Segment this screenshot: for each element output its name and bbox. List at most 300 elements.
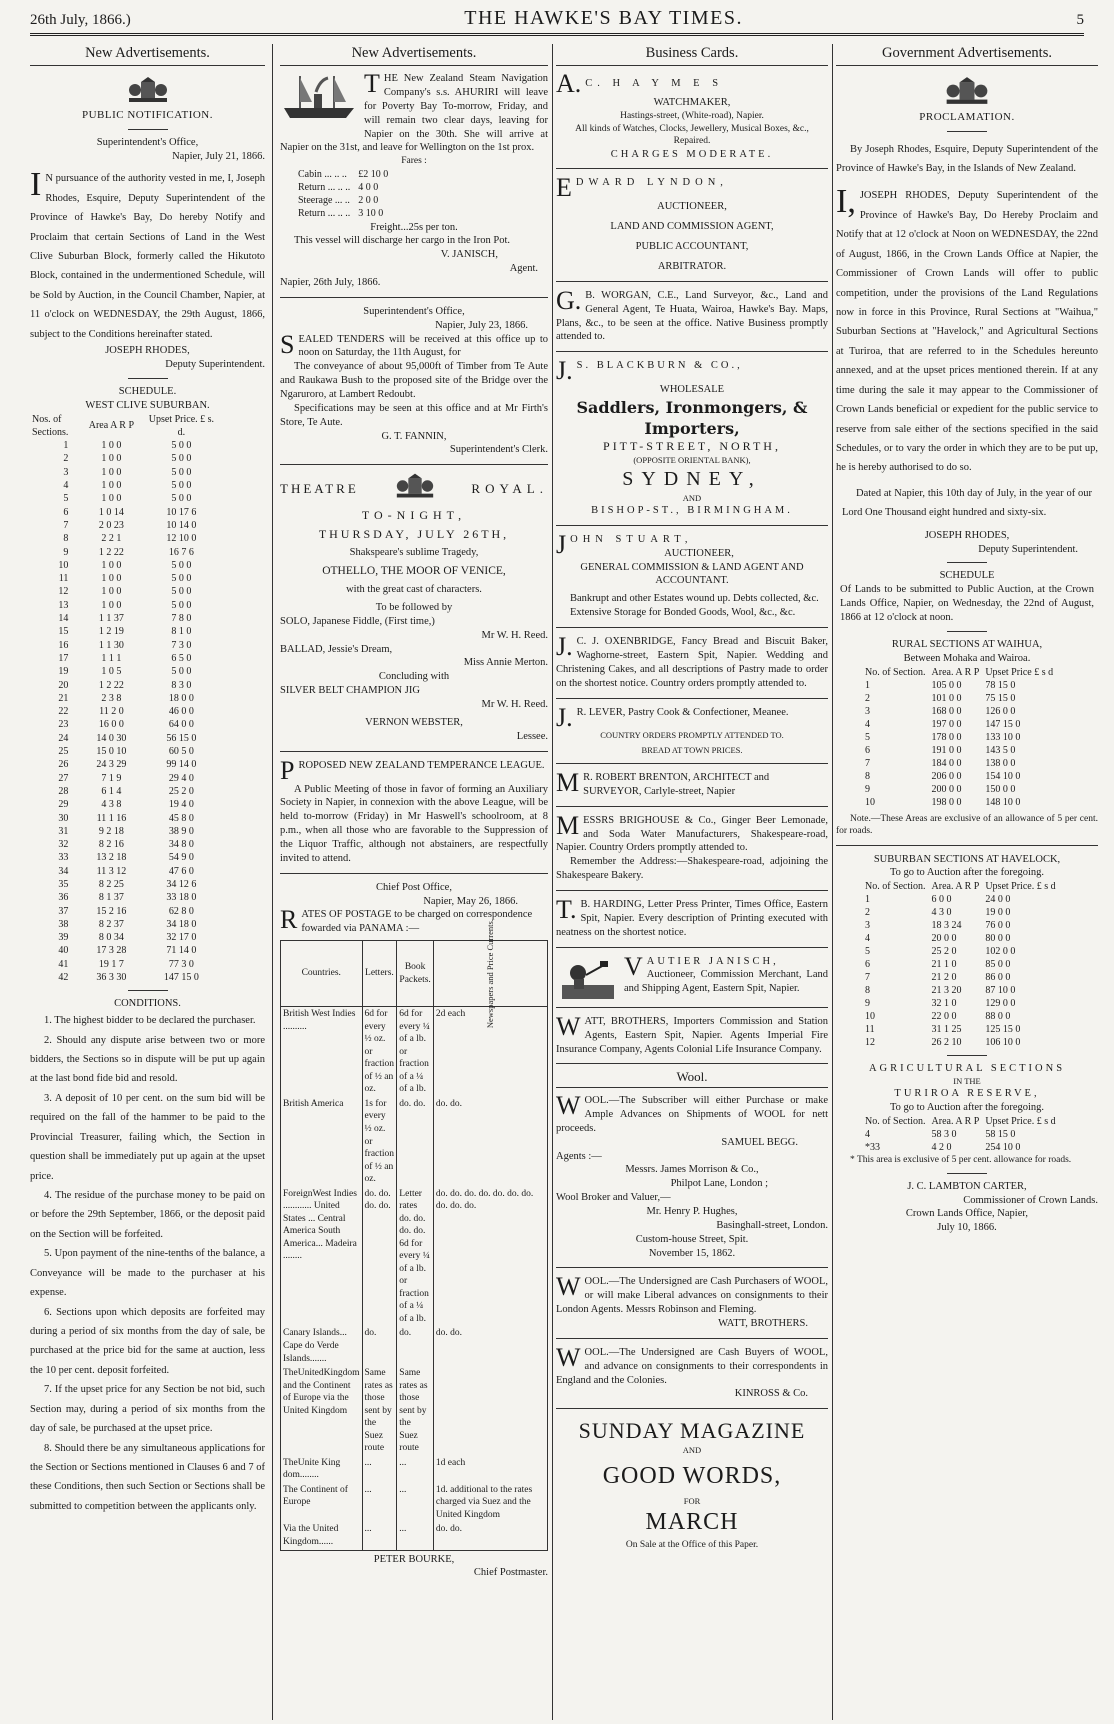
place-date: Napier, July 21, 1866. bbox=[172, 150, 265, 162]
table-cell: 200 0 0 bbox=[931, 783, 962, 795]
table-cell: Via the United Kingdom...... bbox=[283, 1524, 339, 1547]
drop-cap: I, bbox=[836, 183, 856, 221]
schedule-heading: SCHEDULE. bbox=[118, 385, 177, 397]
column-header: Government Advertisements. bbox=[836, 44, 1098, 66]
table-cell: do. do. bbox=[433, 1522, 547, 1550]
tender-specs: Specifications may be seen at this office and at Mr Firth's Store, Te Aute. bbox=[280, 402, 548, 428]
table-cell: 8 1 37 bbox=[98, 892, 124, 904]
lever-card: J. R. LEVER, Pastry Cook & Confectioner, Meanee. COUNTRY ORDERS PROMPTLY ATTENDED TO. BREAD AT TOWN PRICES. bbox=[556, 702, 789, 755]
table-cell: 4 3 0 bbox=[931, 907, 952, 919]
table-row bbox=[30, 492, 216, 505]
table-cell: 7 bbox=[865, 972, 870, 984]
temperance-title: PROPOSED NEW ZEALAND TEMPERANCE LEAGUE. bbox=[280, 755, 545, 785]
table-cell: 26 2 10 bbox=[931, 1037, 962, 1049]
table-row bbox=[862, 679, 1056, 692]
table-row bbox=[862, 757, 1056, 770]
table-cell: 25 bbox=[58, 746, 69, 758]
table-cell: 8 bbox=[865, 985, 870, 997]
table-row bbox=[30, 825, 216, 838]
fares-heading: Fares : bbox=[401, 156, 427, 167]
table-cell: 178 0 0 bbox=[931, 731, 962, 743]
table-row bbox=[30, 891, 216, 904]
drop-cap: V bbox=[624, 951, 643, 981]
table-row bbox=[30, 599, 216, 612]
agricultural-note: * This area is exclusive of 5 per cent. allowance for roads. bbox=[850, 1155, 1072, 1166]
table-cell: 5 0 0 bbox=[171, 573, 192, 585]
table-cell: 198 0 0 bbox=[931, 796, 962, 808]
table-cell: 10 bbox=[58, 559, 69, 571]
table-cell: The Continent of Europe bbox=[283, 1484, 348, 1508]
brighouse-address: Remember the Address:—Shakespeare-road, adjoining the Shakespeare Bakery. bbox=[556, 856, 828, 882]
table-row bbox=[294, 181, 392, 194]
table-cell: 147 15 0 bbox=[163, 972, 199, 984]
drop-cap: R bbox=[280, 905, 298, 935]
table-cell: 3 bbox=[63, 466, 69, 478]
freight-line: Freight...25s per ton. bbox=[370, 221, 458, 233]
table-cell: 4 3 8 bbox=[101, 799, 122, 811]
haymes-card: A. C. H A Y M E S WATCHMAKER, Hastings-street, (White-road), Napier. All kinds of Watches, Clocks, Jewellery, Musical Boxes, &c., Repaired. CHARGES MODERATE. bbox=[556, 69, 809, 160]
table-cell: 2 0 0 bbox=[358, 195, 379, 207]
table-header: Upset Price. £ s d bbox=[985, 1116, 1056, 1128]
table-header: Newspapers and Price Currents. bbox=[433, 941, 547, 1007]
watt-wool-notice: WOOL.—The Undersigned are Cash Purchasers of WOOL, or will make Liberal advances on consignments to their London Agents. Messrs Robinson and Fleming. bbox=[556, 1272, 828, 1316]
table-cell: ... bbox=[362, 1483, 397, 1523]
table-cell: Same rates as those sent by the Suez route bbox=[397, 1366, 434, 1456]
tender-office: Superintendent's Office, bbox=[363, 305, 465, 317]
table-cell: 4 bbox=[865, 718, 870, 730]
table-cell: 1 bbox=[865, 894, 870, 906]
drop-cap: G. bbox=[556, 285, 582, 315]
table-row bbox=[862, 893, 1059, 906]
kinross-wool-notice: WOOL.—The Undersigned are Cash Buyers of WOOL, and advance on consignments to their correspondents in England and the Colonies. bbox=[556, 1342, 828, 1386]
table-cell: Return ... .. .. bbox=[298, 182, 351, 193]
column-business-cards: Business Cards. A. C. H A Y M E S WATCHMAKER, Hastings-street, (White-road), Napier. All kinds of Watches, Clocks, Jewellery, Musical Boxes, &c., Repaired. CHARGES MODERATE. EDWARD LYNDON, AUCTIONEER, LAND AND COMMISSION AGENT, PUBLIC ACCOUNTANT, ARBITRATOR. G. B. WORGAN, C.E., Land Surveyor, &c., Land and General Agent, Te Huata, Wairoa, Hawke's Bay. Maps, Plans, &c., to be seen at the office. Native Business promptly attended to. J. S. BLACKBURN & CO., WHOLESALE Saddlers, Ironmongers, & Importers, PITT-STREET, NORTH, (OPPOSITE ORIENTAL BANK), SYDNEY, AND BISHOP-ST., BIRMINGHAM. JOHN STUART, AUCTIONEER, GENERAL COMMISSION & LAND AGENT AND ACCOUNTANT. Bankrupt and other Estates wound up. Debts collected, &c. Extensive Storage for Bonded Goods, Wool, &c., &c. J. C. J. OXENBRIDGE, Fancy Bread and Biscuit Baker, Waghorne-street, Eastern Spit, Napier. Wedding and Christening Cakes, and all descriptions of Pastry made to order on the shortest notice. Country orders promptly attended to. J. R. LEVER, Pastry Cook & Confectioner, Meanee. COUNTRY ORDERS PROMPTLY ATTENDED TO. BREAD AT TOWN PRICES. M R. ROBERT BRENTON, ARCHITECT and SURVEYOR, Carlyle-street, Napier MESSRS BRIGHOUSE & Co., Ginger Beer Lemonade, and Soda Water Manufacturers, Shakespeare-road, Napier. Country Orders promptly attended to. Remember the Address:—Shakespeare-road, adjoining the Shakespeare Bakery. T. B. HARDING, Letter Press Printer, Times Office, Eastern Spit, Napier. Every description of Printing executed with neatness on the shortest notice. VAUTIER JANISCH, Auctioneer, Commission Merchant, Land and Shipping Agent, Eastern Spit, Napier. WATT, BROTHERS, Importers Commission and Station Agents, Eastern Spit, Napier. Agents Imperial Fire Insurance Company, Agents Colonial Life Insurance Company. Wool. WOOL.—The Subscriber will either Purchase or make Ample Advances on Shipments of WOOL for nett proceeds. SAMUEL BEGG. Agents :— Messrs. James Morrison & Co., Philpot Lane, London ; Wool Broker and Valuer,— Mr. Henry P. Hughes, Basinghall-street, London. Custom-house Street, Spit. November 15, 1862. WOOL.—The Undersigned are Cash Purchasers of WOOL, or will make Liberal advances on consignments to their London Agents. Messrs Robinson and Fleming. WATT, BROTHERS. WOOL.—The Undersigned are Cash Buyers of WOOL, and advance on consignments to their correspondents in England and the Colonies. KINROSS & Co. SUNDAY MAGAZINE AND GOOD WORDS, FOR MARCH On Sale at the Office of this Paper. bbox=[556, 45, 828, 1551]
proclamation-signer: JOSEPH RHODES, bbox=[924, 529, 1010, 541]
table-cell: 147 15 0 bbox=[985, 718, 1021, 730]
table-header: Letters. bbox=[362, 941, 397, 1007]
table-header: Upset Price. £ s d bbox=[985, 881, 1056, 893]
rural-heading: RURAL SECTIONS AT WAIHUA, bbox=[891, 638, 1043, 650]
table-cell: 34 bbox=[58, 865, 69, 877]
table-row bbox=[862, 796, 1056, 809]
table-cell: 38 bbox=[58, 918, 69, 930]
table-cell: do. do. do. do. bbox=[362, 1187, 397, 1327]
table-row bbox=[862, 783, 1056, 796]
table-cell: 1 0 5 bbox=[101, 666, 122, 678]
masthead bbox=[30, 8, 1084, 36]
table-cell: 7 8 0 bbox=[171, 613, 192, 625]
table-row bbox=[862, 770, 1056, 783]
table-cell: 168 0 0 bbox=[931, 705, 962, 717]
tender-body: SEALED TENDERS will be received at this office up to noon on Saturday, the 11th August, for bbox=[280, 329, 548, 359]
table-cell: ... bbox=[397, 1456, 434, 1483]
table-cell: 8 2 37 bbox=[98, 918, 124, 930]
table-cell: 7 3 0 bbox=[171, 639, 192, 651]
agricultural-subheading: To go to Auction after the foregoing. bbox=[889, 1102, 1045, 1114]
suburban-sections-table bbox=[862, 880, 1059, 1049]
table-cell: 1 1 30 bbox=[98, 639, 124, 651]
column-government-advertisements: Government Advertisements. PROCLAMATION. By Joseph Rhodes, Esquire, Deputy Superintendent of the Province of Hawke's Bay, in the Islands of New Zealand. I, JOSEPH RHODES, Deputy Superintendent of the Province of Hawke's Bay, Do Hereby Proclaim and Notify that at 12 o'clock at Noon on WEDNESDAY, the 22nd of August, 1866, in the Crown Lands Office at Napier, the Commissioner of Crown Lands will offer to public competition, under the provisions of the Land Regulations now in force in this Province, Rural Sections at "Waihua," Suburban Sections at "Havelock," and Agricultural Sections at Turiroa, that are referred to in the Schedules hereunto annexed, and at the upset prices mentioned therein. If at any time during the sale it may appear to the Commissioner of Crown Lands beneficial or expedient for the public service to reserve from sale either of the sections specified in the said Schedules, or to vary the order in which they are to be put up, he is hereby authorised to do so. Dated at Napier, this 10th day of July, in the year of our Lord One Thousand eight hundred and sixty-six. JOSEPH RHODES, Deputy Superintendent. SCHEDULE Of Lands to be submitted to Public Auction, at the Crown Lands Office, Napier, on Wednesday, the 22nd of August, 1866 at 12 o'clock at noon. RURAL SECTIONS AT WAIHUA, Between Mohaka and Wairoa. No. of Section. Area. A R P Upset Price £ s d 1 105 0 0 78 15 0 2 101 0 0 75 15 0 3 168 0 0 126 0 0 4 197 0 0 147 15 0 5 178 0 0 133 10 0 6 191 0 0 143 5 0 7 184 0 0 138 0 0 8 206 0 0 154 10 0 9 200 0 0 150 0 0 10 198 0 0 148 10 0 Note.—These Areas are exclusive of an allowance of 5 per cent. for roads. SUBURBAN SECTIONS AT HAVELOCK, To go to Auction after the foregoing. No. of Section. Area. A R P Upset Price. £ s d 1 6 0 0 24 0 0 2 4 3 0 19 0 0 3 18 3 24 76 0 0 4 20 0 0 80 0 0 5 25 2 0 102 0 0 6 21 1 0 85 0 0 7 21 2 0 86 0 0 8 21 3 20 87 10 0 9 32 1 0 129 0 0 10 22 0 0 88 0 0 11 31 1 25 125 15 0 12 26 2 10 106 10 0 AGRICULTURAL SECTIONS IN THE TURIROA RESERVE, To go to Auction after the foregoing. No. of Section. Area. A R P Upset Price. £ s d 4 58 3 0 58 15 0 *33 4 2 0 254 10 0 * This area is exclusive of 5 per cent. allowance for roads. J. C. LAMBTON CARTER, Commissioner of Crown Lands. Crown Lands Office, Napier, July 10, 1866. bbox=[836, 45, 1098, 1234]
tonight: TO-NIGHT, bbox=[361, 508, 467, 523]
table-cell: 9 bbox=[865, 783, 870, 795]
table-row bbox=[281, 1522, 548, 1550]
table-cell: 27 bbox=[58, 772, 69, 784]
drop-cap: I bbox=[30, 166, 42, 204]
table-cell: 31 1 25 bbox=[931, 1024, 962, 1036]
drop-cap: M bbox=[556, 810, 580, 840]
table-cell: 184 0 0 bbox=[931, 757, 962, 769]
drop-cap: W bbox=[556, 1272, 581, 1302]
table-cell: 22 bbox=[58, 706, 69, 718]
agent-date: Napier, 26th July, 1866. bbox=[280, 277, 381, 288]
table-cell: 87 10 0 bbox=[985, 985, 1016, 997]
table-cell: do. do. bbox=[433, 1326, 547, 1366]
table-row bbox=[30, 585, 216, 598]
theatre-header: THEATRE ROYAL. bbox=[280, 472, 548, 504]
table-cell: 75 15 0 bbox=[985, 692, 1016, 704]
table-cell: 8 0 34 bbox=[98, 932, 124, 944]
table-cell: 1 1 1 bbox=[101, 652, 122, 664]
performer: Mr W. H. Reed. bbox=[481, 629, 548, 641]
table-cell: 9 bbox=[63, 546, 69, 558]
table-cell: 5 0 0 bbox=[171, 493, 192, 505]
table-cell: 85 0 0 bbox=[985, 959, 1011, 971]
table-cell: 32 bbox=[58, 839, 69, 851]
ballad-act: BALLAD, Jessie's Dream, bbox=[280, 643, 393, 655]
table-cell: 1 2 22 bbox=[98, 546, 124, 558]
watt-card: WATT, BROTHERS, Importers Commission and Station Agents, Eastern Spit, Napier. Agents Imperial Fire Insurance Company, Agents Colonial Life Insurance Company. bbox=[556, 1012, 828, 1056]
table-cell: 102 0 0 bbox=[985, 946, 1016, 958]
table-cell: TheUnite King dom........ bbox=[283, 1457, 341, 1481]
table-row bbox=[862, 984, 1059, 997]
table-cell: 9 bbox=[865, 998, 870, 1010]
sunday-magazine-ad: SUNDAY MAGAZINE AND GOOD WORDS, FOR MARCH On Sale at the Office of this Paper. bbox=[578, 1418, 806, 1551]
column-header: New Advertisements. bbox=[30, 44, 265, 66]
table-cell: 88 0 0 bbox=[985, 1011, 1011, 1023]
table-cell: 9 2 18 bbox=[98, 825, 124, 837]
wool-header: Wool. bbox=[556, 1063, 828, 1088]
royal-crest-icon bbox=[393, 472, 437, 504]
table-cell: 46 0 0 bbox=[168, 706, 194, 718]
table-cell: 1 0 0 bbox=[101, 466, 122, 478]
table-cell: 5 bbox=[865, 731, 870, 743]
lyndon-card: EDWARD LYNDON, AUCTIONEER, LAND AND COMMISSION AGENT, PUBLIC ACCOUNTANT, ARBITRATOR. bbox=[556, 173, 774, 273]
table-cell: 5 0 0 bbox=[171, 599, 192, 611]
table-cell: 33 18 0 bbox=[166, 892, 197, 904]
table-cell: 25 2 0 bbox=[168, 785, 194, 797]
newspaper-title: THE HAWKE'S BAY TIMES. bbox=[464, 6, 743, 29]
table-header: Area. A R P bbox=[931, 666, 980, 678]
table-row bbox=[30, 785, 216, 798]
tender-signer-title: Superintendent's Clerk. bbox=[449, 444, 548, 456]
drop-cap: A. bbox=[556, 69, 582, 99]
table-cell: 2 bbox=[865, 907, 870, 919]
table-cell: 143 5 0 bbox=[985, 744, 1016, 756]
table-cell: 2 3 8 bbox=[101, 692, 122, 704]
drop-cap: J. bbox=[556, 632, 573, 662]
table-cell: 6d for every ¼ of a lb. or fraction of a ¼ of a lb. bbox=[397, 1007, 434, 1097]
table-cell: 18 3 24 bbox=[931, 920, 962, 932]
table-cell: 29 bbox=[58, 799, 69, 811]
table-cell: 1 2 22 bbox=[98, 679, 124, 691]
column-header: New Advertisements. bbox=[280, 44, 548, 66]
table-cell: 129 0 0 bbox=[985, 998, 1016, 1010]
begg-signer: SAMUEL BEGG. bbox=[721, 1136, 798, 1148]
table-cell: 99 14 0 bbox=[166, 759, 197, 771]
table-cell: 41 bbox=[58, 958, 69, 970]
postmaster-name: PETER BOURKE, bbox=[373, 1553, 455, 1565]
table-cell: 8 2 16 bbox=[98, 839, 124, 851]
performer: Miss Annie Merton. bbox=[463, 657, 548, 669]
table-cell: 7 bbox=[865, 757, 870, 769]
table-cell: 206 0 0 bbox=[931, 770, 962, 782]
table-cell: 3 10 0 bbox=[358, 208, 384, 220]
concluding-line: Concluding with bbox=[378, 671, 450, 683]
condition-4: 4. The residue of the purchase money to be paid on or before the 29th September, 1866, or the deposit paid on the Section will be forfeited. bbox=[30, 1190, 265, 1240]
drop-cap: J. bbox=[556, 702, 573, 732]
oxenbridge-card: J. C. J. OXENBRIDGE, Fancy Bread and Biscuit Baker, Waghorne-street, Eastern Spit, Napier. Wedding and Christening Cakes, and all descriptions of Pastry made to order on the shortest notice. Country orders promptly attended to. bbox=[556, 632, 828, 689]
tender-signer: G. T. FANNIN, bbox=[381, 430, 447, 442]
table-cell: 20 0 0 bbox=[931, 933, 957, 945]
table-cell: 1 0 14 bbox=[98, 506, 124, 518]
table-header: No. of Section. bbox=[865, 881, 926, 893]
table-cell: 4 2 0 bbox=[931, 1142, 952, 1154]
agent-name: V. JANISCH, bbox=[440, 249, 498, 261]
table-row bbox=[30, 851, 216, 864]
table-row bbox=[30, 506, 216, 519]
table-row bbox=[862, 692, 1056, 705]
table-row bbox=[862, 906, 1059, 919]
proclamation-dated: Dated at Napier, this 10th day of July, in the year of our Lord One Thousand eight hundred and sixty-six. bbox=[842, 487, 1092, 519]
table-row bbox=[862, 958, 1059, 971]
royal-crest-icon bbox=[836, 76, 1098, 106]
table-cell: ... bbox=[362, 1456, 397, 1483]
table-cell: 1 0 0 bbox=[101, 453, 122, 465]
table-cell: 1 0 0 bbox=[101, 586, 122, 598]
table-cell: 191 0 0 bbox=[931, 744, 962, 756]
table-cell: do. bbox=[397, 1326, 434, 1366]
table-cell: 23 bbox=[58, 719, 69, 731]
table-cell: 5 0 0 bbox=[171, 453, 192, 465]
table-cell: 15 0 10 bbox=[96, 746, 127, 758]
table-header: Upset Price. £ s. d. bbox=[148, 413, 215, 438]
table-cell: 12 bbox=[58, 586, 69, 598]
column-rule bbox=[832, 44, 833, 1720]
table-cell: do. bbox=[362, 1326, 397, 1366]
table-header: Nos. of Sections. bbox=[32, 413, 69, 438]
schedule-table bbox=[30, 413, 216, 985]
table-cell: 4 bbox=[865, 1129, 870, 1141]
table-row bbox=[862, 1036, 1059, 1049]
table-cell: 14 bbox=[58, 613, 69, 625]
jig-act: SILVER BELT CHAMPION JIG bbox=[280, 685, 420, 697]
table-cell: 6 5 0 bbox=[171, 652, 192, 664]
table-row bbox=[30, 625, 216, 638]
rural-note: Note.—These Areas are exclusive of an allowance of 5 per cent. for roads. bbox=[836, 813, 1098, 837]
table-cell: 1d each bbox=[433, 1456, 547, 1483]
page-number: 5 bbox=[1076, 12, 1084, 29]
table-cell: 21 2 0 bbox=[931, 972, 957, 984]
table-cell: 35 bbox=[58, 878, 69, 890]
table-cell: Letter rates do. do. do. do. 6d for every ¼ of a lb. or fraction of a ¼ of a lb. bbox=[397, 1187, 434, 1327]
table-row bbox=[862, 971, 1059, 984]
table-cell: 1 0 0 bbox=[101, 559, 122, 571]
drop-cap: W bbox=[556, 1091, 581, 1121]
column-header: Business Cards. bbox=[556, 44, 828, 66]
table-row bbox=[30, 931, 216, 944]
table-cell: 13 2 18 bbox=[96, 852, 127, 864]
postage-notice: RATES OF POSTAGE to be charged on correspondence fowarded via PANAMA :— bbox=[280, 905, 533, 935]
table-cell: 5 0 0 bbox=[171, 480, 192, 492]
table-cell: 20 bbox=[58, 679, 69, 691]
commissioner-title: Commissioner of Crown Lands. bbox=[963, 1194, 1098, 1206]
table-row bbox=[294, 168, 392, 181]
table-cell: 6d for every ½ oz. or fraction of ½ an oz. bbox=[362, 1007, 397, 1097]
drop-cap: J. bbox=[556, 356, 573, 386]
column-rule bbox=[272, 44, 273, 1720]
table-row bbox=[862, 1010, 1059, 1023]
drop-cap: T bbox=[364, 69, 380, 99]
signer: JOSEPH RHODES, bbox=[105, 345, 190, 357]
condition-7: 7. If the upset price for any Section be not bid, such Section may, during a period of six months from the day of sale, be purchased at the upset price. bbox=[30, 1384, 265, 1435]
table-cell: 24 0 0 bbox=[985, 894, 1011, 906]
condition-1: 1. The highest bidder to be declared the purchaser. bbox=[44, 1015, 256, 1027]
table-cell: 1 bbox=[865, 679, 870, 691]
table-cell: 3 bbox=[865, 705, 870, 717]
drop-cap: W bbox=[556, 1012, 581, 1042]
table-cell: 5 bbox=[63, 493, 69, 505]
table-header: No. of Section. bbox=[865, 666, 926, 678]
table-row bbox=[281, 1007, 548, 1097]
table-cell: 6 0 0 bbox=[931, 894, 952, 906]
lessee-name: VERNON WEBSTER, bbox=[365, 716, 463, 728]
table-cell: 62 8 0 bbox=[168, 905, 194, 917]
table-cell: 8 1 0 bbox=[171, 626, 192, 638]
table-cell: 19 4 0 bbox=[168, 799, 194, 811]
table-cell: 1 0 0 bbox=[101, 493, 122, 505]
table-cell: 39 bbox=[58, 932, 69, 944]
table-cell: 1 0 0 bbox=[101, 440, 122, 452]
table-row bbox=[862, 1141, 1059, 1154]
rural-sections-table bbox=[862, 666, 1056, 809]
table-cell: 36 bbox=[58, 892, 69, 904]
commissioner-name: J. C. LAMBTON CARTER, bbox=[907, 1180, 1027, 1192]
table-cell: 154 10 0 bbox=[985, 770, 1021, 782]
table-cell: ForeignWest Indies ............ United States ... Central America South America... Madeira ........ bbox=[283, 1188, 357, 1262]
table-cell: 150 0 0 bbox=[985, 783, 1016, 795]
table-cell: 38 9 0 bbox=[168, 825, 194, 837]
table-cell: 5 bbox=[865, 946, 870, 958]
table-cell: 40 bbox=[58, 945, 69, 957]
table-row bbox=[30, 732, 216, 745]
table-cell: 12 10 0 bbox=[166, 533, 197, 545]
table-cell: 17 bbox=[58, 652, 69, 664]
table-cell: 78 15 0 bbox=[985, 679, 1016, 691]
notice-title: PUBLIC NOTIFICATION. bbox=[82, 109, 213, 122]
table-cell: 31 bbox=[58, 825, 69, 837]
table-row bbox=[30, 692, 216, 705]
table-cell: 126 0 0 bbox=[985, 705, 1016, 717]
table-cell: 254 10 0 bbox=[985, 1142, 1021, 1154]
table-cell: ... bbox=[397, 1522, 434, 1550]
table-cell: 6 bbox=[865, 959, 870, 971]
performer: Mr W. H. Reed. bbox=[481, 699, 548, 711]
tender-date: Napier, July 23, 1866. bbox=[435, 319, 528, 331]
table-row bbox=[294, 194, 392, 207]
crown-lands-office: Crown Lands Office, Napier, bbox=[905, 1208, 1029, 1220]
agricultural-sections-table bbox=[862, 1115, 1059, 1154]
schedule-intro: Of Lands to be submitted to Public Auction, at the Crown Lands Office, Napier, on Wednesday, the 22nd of August, 1866 at 12 o'clock at noon. bbox=[840, 584, 1094, 623]
table-cell: 34 8 0 bbox=[168, 839, 194, 851]
table-cell: 56 15 0 bbox=[166, 732, 197, 744]
table-cell: 16 7 6 bbox=[168, 546, 194, 558]
table-cell: 4 bbox=[865, 933, 870, 945]
table-row bbox=[30, 772, 216, 785]
table-row bbox=[862, 731, 1056, 744]
table-row bbox=[30, 439, 216, 452]
rural-subheading: Between Mohaka and Wairoa. bbox=[903, 652, 1031, 664]
blackburn-card: J. S. BLACKBURN & CO., WHOLESALE Saddlers, Ironmongers, & Importers, PITT-STREET, NORTH, (OPPOSITE ORIENTAL BANK), SYDNEY, AND BISHOP-ST., BIRMINGHAM. bbox=[556, 356, 808, 517]
table-row bbox=[30, 718, 216, 731]
agent-title: Agent. bbox=[509, 263, 538, 275]
table-cell: 60 5 0 bbox=[168, 746, 194, 758]
table-cell: 24 bbox=[58, 732, 69, 744]
table-row bbox=[30, 878, 216, 891]
table-row bbox=[30, 971, 216, 984]
column-rule bbox=[552, 44, 553, 1720]
table-cell: 21 1 0 bbox=[931, 959, 957, 971]
play-title: OTHELLO, THE MOOR OF VENICE, bbox=[322, 564, 506, 577]
condition-5: 5. Upon payment of the nine-tenths of the balance, a Conveyance will be made to the purchaser at his expense. bbox=[30, 1248, 265, 1299]
table-cell: 6 bbox=[63, 506, 69, 518]
table-cell: 2 bbox=[63, 453, 69, 465]
table-cell: 5 0 0 bbox=[171, 466, 192, 478]
table-row bbox=[281, 1187, 548, 1327]
table-row bbox=[30, 519, 216, 532]
table-row bbox=[862, 1023, 1059, 1036]
table-cell: 3 bbox=[865, 920, 870, 932]
table-row bbox=[30, 798, 216, 811]
table-cell: 29 4 0 bbox=[168, 772, 194, 784]
table-cell: British America bbox=[283, 1098, 344, 1109]
condition-8: 8. Should there be any simultaneous applications for the Section or Sections mentioned in Clauses 6 and 7 of these Conditions, then such Section or Sections shall be submitted to competition between the applicants only. bbox=[30, 1442, 265, 1512]
table-cell: 4 0 0 bbox=[358, 182, 379, 193]
table-cell: 125 15 0 bbox=[985, 1024, 1021, 1036]
table-cell: 16 0 0 bbox=[98, 719, 124, 731]
table-cell: 21 bbox=[58, 692, 69, 704]
table-cell: 106 10 0 bbox=[985, 1037, 1021, 1049]
table-cell: 10 17 6 bbox=[166, 506, 197, 518]
table-cell: 148 10 0 bbox=[985, 796, 1021, 808]
table-cell: Return ... .. .. bbox=[298, 208, 351, 220]
signer-title: Deputy Superintendent. bbox=[165, 359, 265, 371]
issue-date: 26th July, 1866.) bbox=[30, 12, 131, 29]
table-cell: 80 0 0 bbox=[985, 933, 1011, 945]
tragedy-line: Shakspeare's sublime Tragedy, bbox=[349, 547, 479, 559]
table-cell: 6 bbox=[865, 744, 870, 756]
table-cell: 19 1 7 bbox=[98, 958, 124, 970]
table-cell: 25 2 0 bbox=[931, 946, 957, 958]
table-cell bbox=[433, 1366, 547, 1456]
table-cell: 58 15 0 bbox=[985, 1129, 1016, 1141]
cast-line: with the great cast of characters. bbox=[346, 584, 482, 596]
table-cell: 2 2 1 bbox=[101, 533, 122, 545]
table-cell: 1 0 0 bbox=[101, 480, 122, 492]
table-cell: 138 0 0 bbox=[985, 757, 1016, 769]
table-cell: 54 9 0 bbox=[168, 852, 194, 864]
solo-act: SOLO, Japanese Fiddle, (First time,) bbox=[280, 615, 435, 627]
table-row bbox=[862, 919, 1059, 932]
